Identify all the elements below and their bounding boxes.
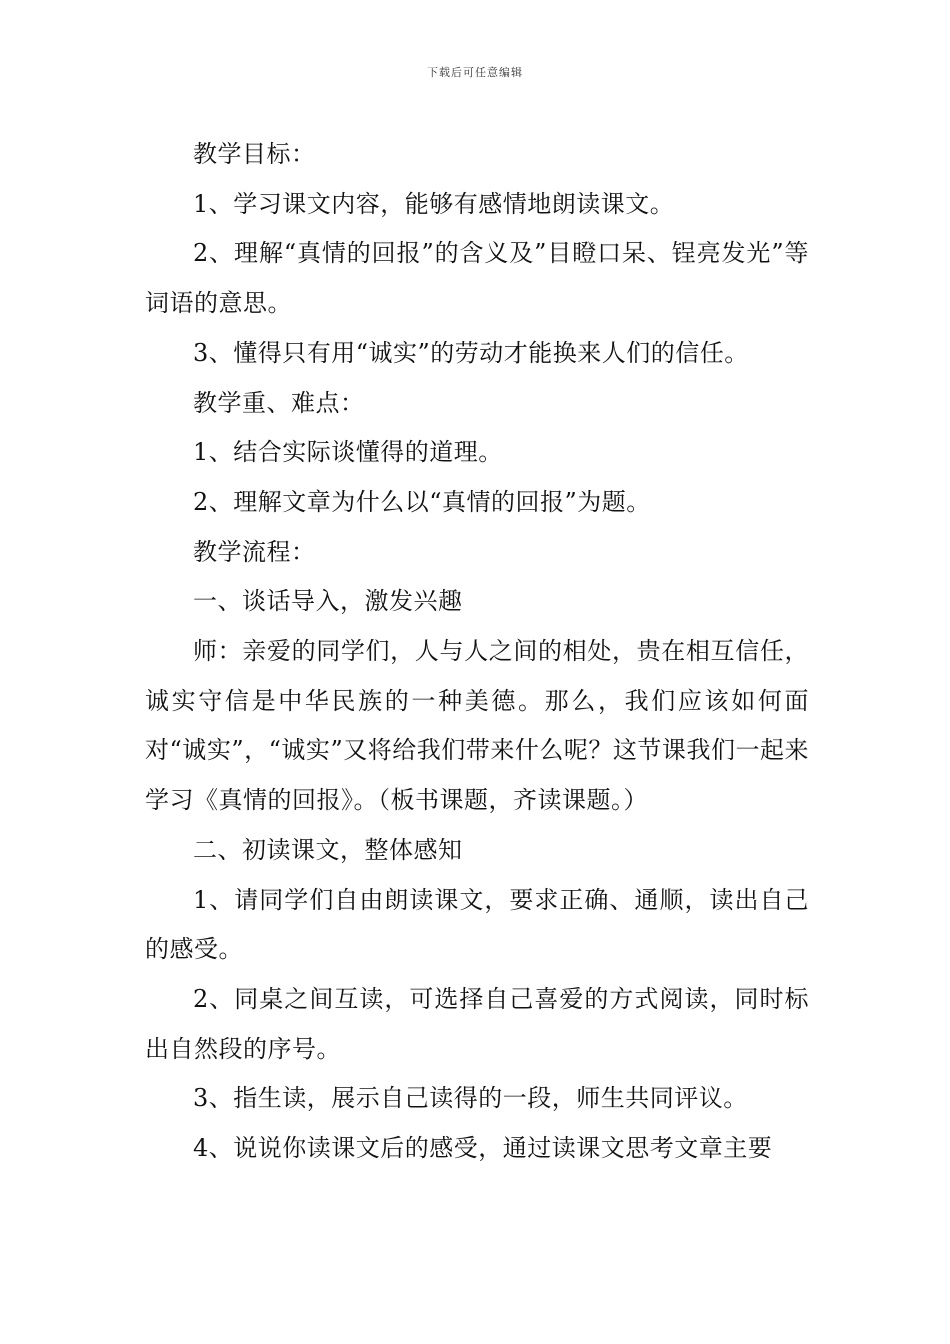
process-step-heading: 一、谈话导入，激发兴趣 (193, 587, 463, 616)
goal-item: 1、学习课文内容，能够有感情地朗读课文。 (193, 189, 675, 218)
page-header: 下载后可任意编辑 (427, 66, 523, 79)
section-heading-key-points: 教学重、难点： (193, 388, 365, 417)
document-body (145, 130, 809, 1174)
section-heading-process: 教学流程： (193, 537, 316, 566)
process-item: 1、请同学们自由朗读课文，要求正确、通顺，读出自己的感受。 (145, 885, 809, 964)
process-item: 2、同桌之间互读，可选择自己喜爱的方式阅读，同时标出自然段的序号。 (145, 984, 809, 1063)
goal-item: 2、理解“真情的回报”的含义及”目瞪口呆、锃亮发光”等词语的意思。 (145, 239, 809, 318)
teacher-speech: 师：亲爱的同学们，人与人之间的相处，贵在相互信任，诚实守信是中华民族的一种美德。那么，我们应该如何面对“诚实”，“诚实”又将给我们带来什么呢？这节课我们一起来学习《真情的回报》。（板书课题，齐读课题。） (145, 637, 809, 815)
process-item: 3、指生读，展示自己读得的一段，师生共同评议。 (193, 1084, 748, 1113)
section-heading-goals: 教学目标： (193, 140, 316, 168)
key-point-item: 1、结合实际谈懂得的道理。 (193, 438, 503, 467)
goal-item: 3、懂得只有用“诚实”的劳动才能换来人们的信任。 (193, 338, 749, 367)
key-point-item: 2、理解文章为什么以“真情的回报”为题。 (193, 487, 651, 516)
process-step-heading: 二、初读课文，整体感知 (193, 835, 463, 864)
process-item: 4、说说你读课文后的感受，通过读课文思考文章主要 (193, 1134, 773, 1163)
